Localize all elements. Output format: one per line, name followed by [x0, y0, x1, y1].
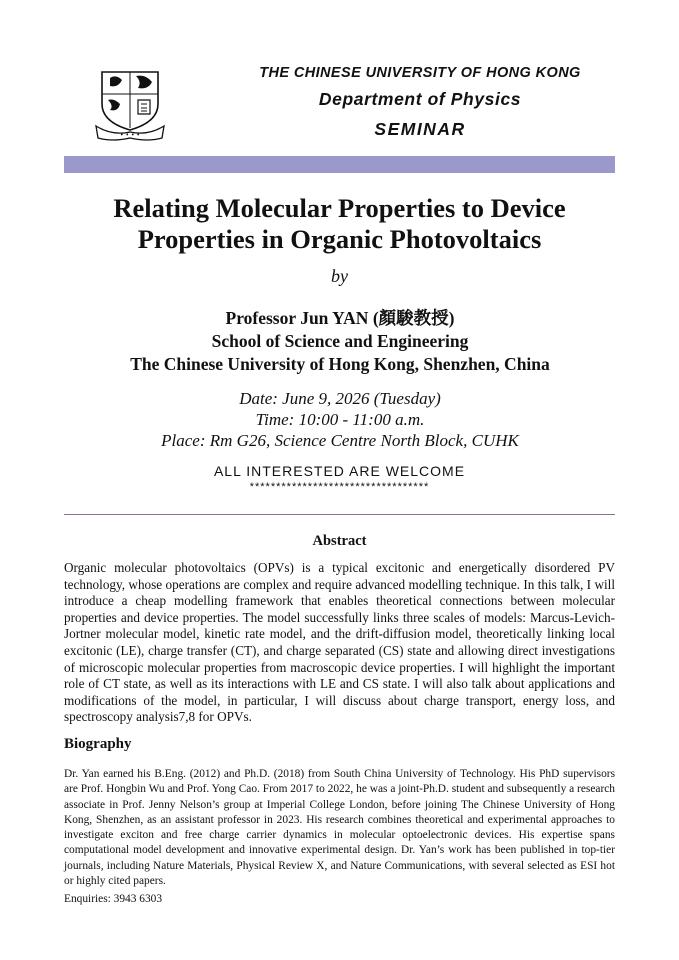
department-name: Department of Physics: [318, 89, 522, 109]
talk-title-line-2: Properties in Organic Photovoltaics: [137, 224, 542, 254]
talk-title-line-1: Relating Molecular Properties to Device: [113, 193, 566, 223]
talk-title: [64, 193, 615, 255]
university-name: THE CHINESE UNIVERSITY OF HONG KONG: [259, 65, 581, 81]
abstract-text: Organic molecular photovoltaics (OPVs) is a typical excitonic and energetically disordered PV technology, whose operations are complex and require advanced modelling technique. In this talk, I will introduce a cheap modelling framework that enables theoretical connections between molecular properties and device properties. The model successfully links three scales of models: Marcus-Levich-Jortner molecular model, kinetic rate model, and the drift-diffusion model, theoretically linking local excitonic (LE), charge transfer (CT), and charge separated (CS) state and allowing direct investigations of microscopic molecular properties from macroscopic device properties. I will highlight the important role of CT state, as well as its interactions with LE and CS state. I will also talk about applications and modifications of the model, in particular, I will discuss about charge transport, energy loss, and spectroscopy analysis7,8 for OPVs.: [64, 560, 615, 725]
header-bar: [64, 156, 615, 173]
section-divider: [64, 514, 615, 515]
by-label: by: [331, 266, 348, 286]
enquiries-line: Enquiries: 3943 6303: [64, 893, 163, 905]
event-place: Place: Rm G26, Science Centre North Block, CUHK: [161, 431, 519, 450]
svg-text:• • • •: • • • •: [120, 132, 140, 139]
university-crest-icon: [92, 64, 168, 142]
star-divider: **********************************: [249, 481, 430, 493]
speaker-name: Professor Jun YAN (顏駿教授): [225, 308, 455, 328]
event-date: Date: June 9, 2026 (Tuesday): [239, 389, 441, 408]
speaker-block: [40, 307, 640, 376]
abstract-heading: Abstract: [312, 533, 367, 549]
speaker-affiliation: The Chinese University of Hong Kong, Shenzhen, China: [130, 354, 550, 374]
speaker-school: School of Science and Engineering: [211, 331, 469, 351]
biography-heading: Biography: [64, 736, 132, 752]
event-type: SEMINAR: [374, 119, 466, 139]
welcome-notice: ALL INTERESTED ARE WELCOME: [213, 463, 466, 479]
biography-text: Dr. Yan earned his B.Eng. (2012) and Ph.D. (2018) from South China University of Technology. His PhD supervisors are Prof. Hongbin Wu and Prof. Yong Cao. From 2017 to 2022, he was a joint-Ph.D. student and subsequently a research associate in Prof. Jenny Nelson’s group at Imperial College London, before joining The Chinese University of Hong Kong, Shenzhen, as an assistant professor in 2023. His research combines theoretical and experimental approaches to investigate exciton and free charge carrier dynamics in molecular optoelectronic devices. His expertise spans computational model development and innovative experimental design. Dr. Yan’s work has been published in top-tier journals, including Nature Materials, Physical Review X, and Nature Communications, with several selected as ESI hot or highly cited papers.: [64, 768, 615, 888]
event-time: Time: 10:00 - 11:00 a.m.: [255, 410, 425, 429]
event-details: [40, 388, 640, 451]
